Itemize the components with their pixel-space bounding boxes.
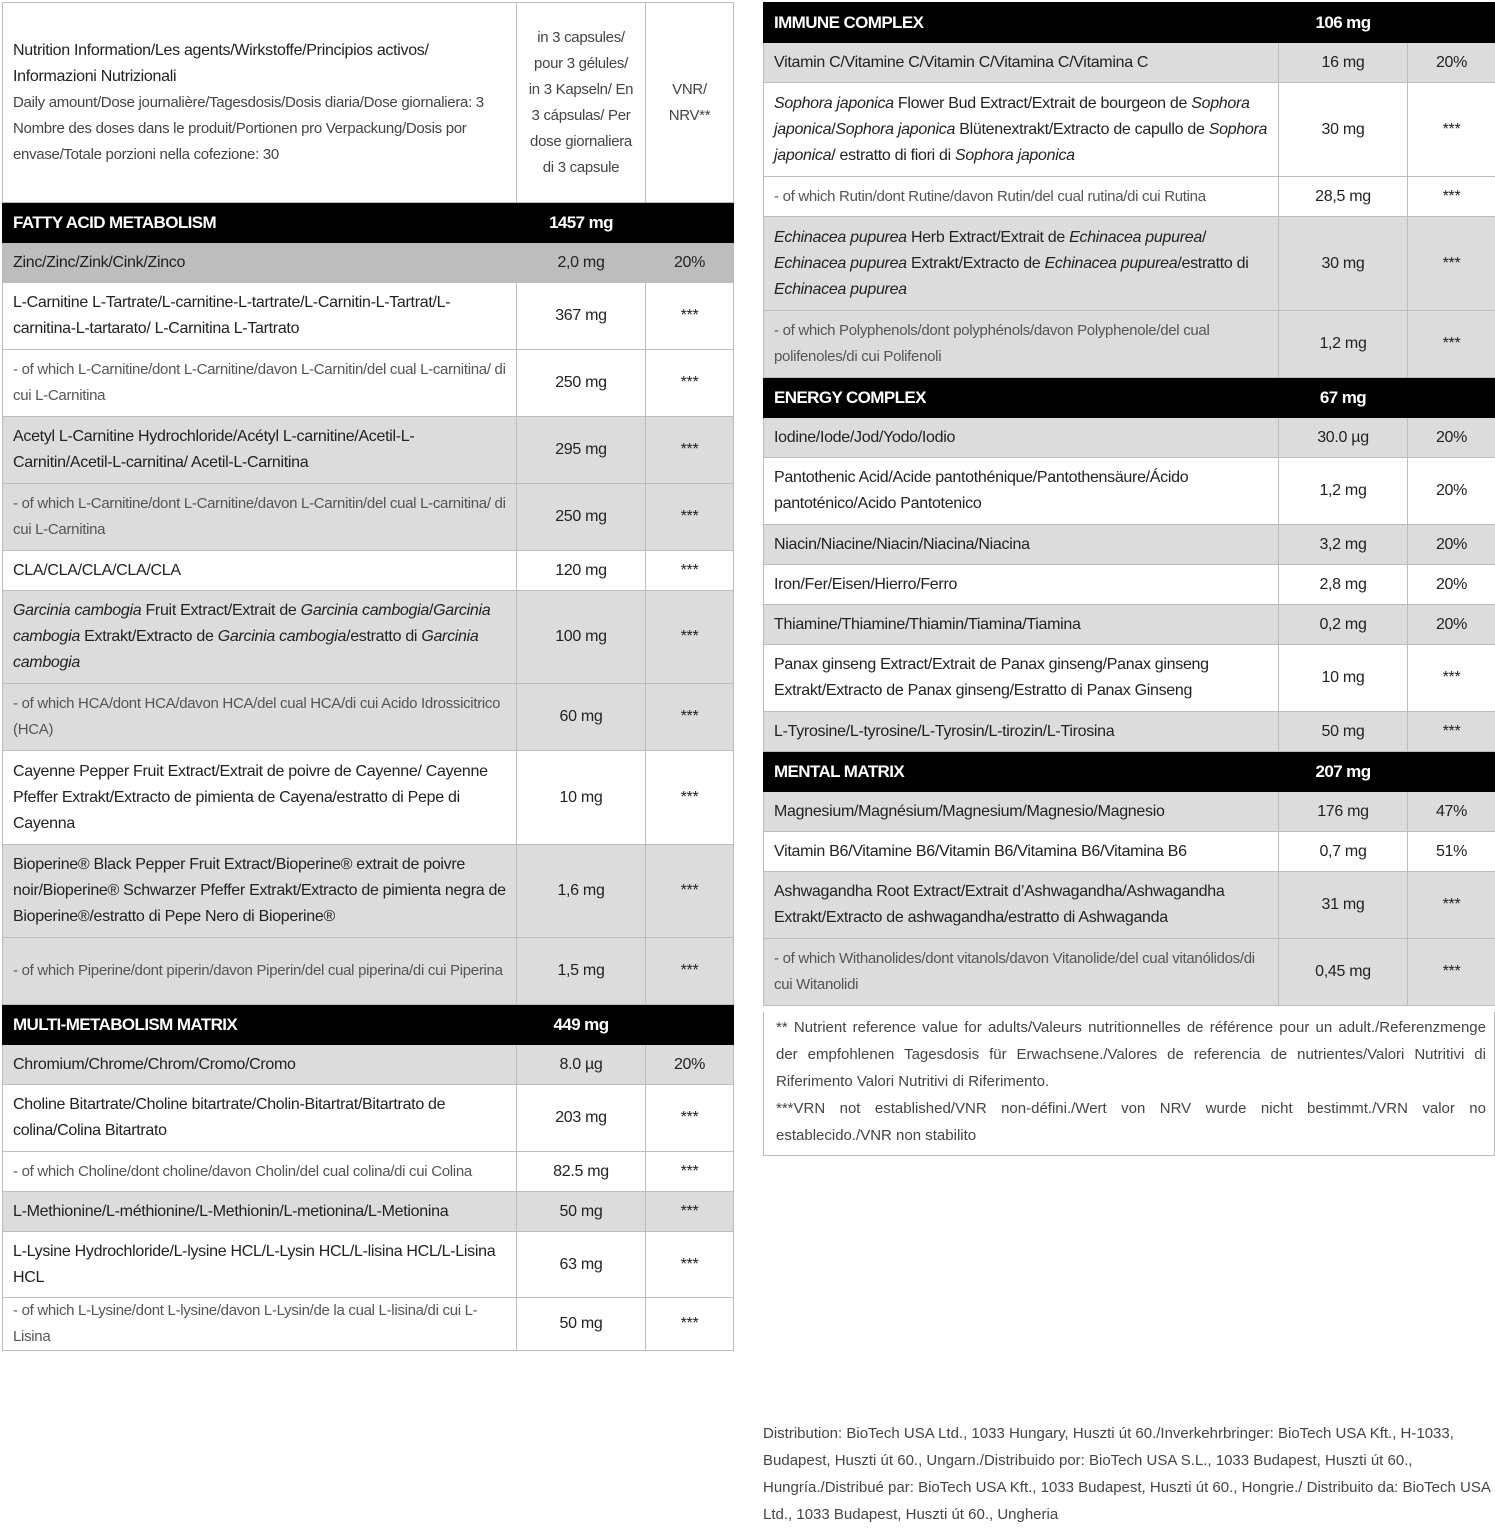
- vrn-footnote: ***VRN not established/VNR non-défini./Wert von NRV wurde nicht bestimmt./VRN valor no establecido./VNR non stabilito: [776, 1095, 1486, 1149]
- table-row: [764, 832, 1495, 872]
- table-row: [3, 591, 734, 684]
- row-name: CLA/CLA/CLA/CLA/CLA: [3, 551, 517, 591]
- section-header-multi-metabolism: [3, 1005, 734, 1045]
- row-amount: 50 mg: [1279, 712, 1408, 752]
- row-nrv: 20%: [1408, 43, 1495, 83]
- row-nrv: 47%: [1408, 792, 1495, 832]
- row-name: Bioperine® Black Pepper Fruit Extract/Bioperine® extrait de poivre noir/Bioperine® Schwarzer Pfeffer Extrakt/Extracto de pimienta negra de Bioperine®/estratto di Pepe Nero di Bioperine®: [3, 845, 517, 938]
- row-name: Magnesium/Magnésium/Magnesium/Magnesio/Magnesio: [764, 792, 1279, 832]
- row-nrv: ***: [646, 551, 734, 591]
- row-name: Chromium/Chrome/Chrom/Cromo/Cromo: [3, 1045, 517, 1085]
- table-row: [3, 684, 734, 751]
- row-name: Cayenne Pepper Fruit Extract/Extrait de poivre de Cayenne/ Cayenne Pfeffer Extrakt/Extracto de pimienta de Cayena/estratto di Pepe di Cayenna: [3, 751, 517, 845]
- row-amount: 0,45 mg: [1279, 939, 1408, 1006]
- table-row: [3, 1085, 734, 1152]
- table-row: [764, 712, 1495, 752]
- row-nrv: ***: [646, 1192, 734, 1232]
- row-amount: 63 mg: [517, 1232, 646, 1298]
- row-name: L-Carnitine L-Tartrate/L-carnitine-L-tartrate/L-Carnitin-L-Tartrat/L-carnitina-L-tartarato/ L-Carnitina L-Tartrato: [3, 283, 517, 350]
- table-row: [764, 792, 1495, 832]
- table-row: [3, 350, 734, 417]
- section-header-immune: [764, 3, 1495, 43]
- row-amount: 8.0 µg: [517, 1045, 646, 1085]
- row-amount: 2,8 mg: [1279, 565, 1408, 605]
- row-name: - of which L-Carnitine/dont L-Carnitine/davon L-Carnitin/del cual L-carnitina/ di cui L-Carnitina: [3, 350, 517, 417]
- row-nrv: 20%: [646, 243, 734, 283]
- row-nrv: ***: [646, 1298, 734, 1351]
- row-amount: 0,2 mg: [1279, 605, 1408, 645]
- row-amount: 120 mg: [517, 551, 646, 591]
- row-name: Zinc/Zinc/Zink/Cink/Zinco: [3, 243, 517, 283]
- table-row: [3, 751, 734, 845]
- section-header-fatty-acid: [3, 203, 734, 243]
- section-title: MENTAL MATRIX: [764, 752, 1279, 792]
- row-nrv: 20%: [646, 1045, 734, 1085]
- table-row: [764, 605, 1495, 645]
- table-row: [764, 217, 1495, 311]
- section-title: MULTI-METABOLISM MATRIX: [3, 1005, 517, 1045]
- table-header-row: [3, 3, 734, 203]
- nrv-footnote: ** Nutrient reference value for adults/Valeurs nutritionnelles de référence pour un adult./Referenzmenge der empfohlenen Tagesdosis für Erwachsene./Valores de referencia de nutrientes/Valori Nutritivi di Riferimento Valori Nutritivi di Riferimento.: [776, 1014, 1486, 1095]
- table-row: [764, 43, 1495, 83]
- table-row: [764, 418, 1495, 458]
- row-name: Niacin/Niacine/Niacin/Niacina/Niacina: [764, 525, 1279, 565]
- section-title: ENERGY COMPLEX: [764, 378, 1279, 418]
- section-amount: 207 mg: [1279, 752, 1408, 792]
- footnotes-box: [763, 1012, 1495, 1156]
- distribution-text: Distribution: BioTech USA Ltd., 1033 Hungary, Huszti út 60./Inverkehrbringer: BioTech USA Kft., H-1033, Budapest, Huszti út 60., Ungarn./Distribuido por: BioTech USA S.L., 1033 Budapest, Huszti út 60., Hungría./Distribué par: BioTech USA Kft., 1033 Budapest, Huszti út 60., Hongrie./ Distribuito da: BioTech USA Ltd., 1033 Budapest, Huszti út 60., Ungheria: [763, 1420, 1495, 1528]
- row-amount: 367 mg: [517, 283, 646, 350]
- row-name: Echinacea pupurea Herb Extract/Extrait de Echinacea pupurea/ Echinacea pupurea Extrakt/Extracto de Echinacea pupurea/estratto di Echinacea pupurea: [764, 217, 1279, 311]
- row-amount: 1,2 mg: [1279, 458, 1408, 525]
- row-nrv: ***: [1408, 872, 1495, 939]
- row-name: - of which Choline/dont choline/davon Cholin/del cual colina/di cui Colina: [3, 1152, 517, 1192]
- table-row: [764, 872, 1495, 939]
- row-amount: 100 mg: [517, 591, 646, 684]
- row-name: Ashwagandha Root Extract/Extrait d’Ashwagandha/Ashwagandha Extrakt/Extracto de ashwagandha/estratto di Ashwaganda: [764, 872, 1279, 939]
- row-amount: 10 mg: [1279, 645, 1408, 712]
- row-nrv: 20%: [1408, 525, 1495, 565]
- table-row: [3, 1232, 734, 1298]
- section-title: IMMUNE COMPLEX: [764, 3, 1279, 43]
- header-title-line1: Nutrition Information/Les agents/Wirkstoffe/Principios activos/: [13, 38, 506, 64]
- row-name: - of which HCA/dont HCA/davon HCA/del cual HCA/di cui Acido Idrossicitrico (HCA): [3, 684, 517, 751]
- row-amount: 16 mg: [1279, 43, 1408, 83]
- header-nrv-column: VNR/ NRV**: [646, 3, 734, 203]
- row-nrv: ***: [646, 1152, 734, 1192]
- row-nrv: ***: [1408, 177, 1495, 217]
- row-name: Thiamine/Thiamine/Thiamin/Tiamina/Tiamina: [764, 605, 1279, 645]
- table-row: [764, 645, 1495, 712]
- row-amount: 82.5 mg: [517, 1152, 646, 1192]
- header-cell: [3, 3, 517, 203]
- table-row: [764, 939, 1495, 1006]
- table-row: [3, 1192, 734, 1232]
- section-title: FATTY ACID METABOLISM: [3, 203, 517, 243]
- row-name: Garcinia cambogia Fruit Extract/Extrait de Garcinia cambogia/Garcinia cambogia Extrakt/Extracto de Garcinia cambogia/estratto di Garcinia cambogia: [3, 591, 517, 684]
- row-amount: 60 mg: [517, 684, 646, 751]
- row-name: Iodine/Iode/Jod/Yodo/Iodio: [764, 418, 1279, 458]
- header-servings: Nombre des doses dans le produit/Portionen pro Verpackung/Dosis por envase/Totale porzioni nella cofezione: 30: [13, 116, 506, 168]
- table-row: [3, 283, 734, 350]
- row-name: Acetyl L-Carnitine Hydrochloride/Acétyl L-carnitine/Acetil-L-Carnitin/Acetil-L-carnitina/ Acetil-L-Carnitina: [3, 417, 517, 484]
- table-row: [764, 525, 1495, 565]
- row-nrv: ***: [646, 591, 734, 684]
- row-nrv: ***: [646, 484, 734, 551]
- row-amount: 1,6 mg: [517, 845, 646, 938]
- right-nutrition-table: [763, 2, 1495, 1006]
- row-name: - of which L-Carnitine/dont L-Carnitine/davon L-Carnitin/del cual L-carnitina/ di cui L-Carnitina: [3, 484, 517, 551]
- row-nrv: ***: [1408, 939, 1495, 1006]
- row-amount: 0,7 mg: [1279, 832, 1408, 872]
- row-name: - of which Piperine/dont piperin/davon Piperin/del cual piperina/di cui Piperina: [3, 938, 517, 1005]
- row-name: Vitamin B6/Vitamine B6/Vitamin B6/Vitamina B6/Vitamina B6: [764, 832, 1279, 872]
- header-daily-amount: Daily amount/Dose journalière/Tagesdosis/Dosis diaria/Dose giornaliera: 3: [13, 90, 506, 116]
- table-row: [764, 177, 1495, 217]
- row-name: L-Tyrosine/L-tyrosine/L-Tyrosin/L-tirozin/L-Tirosina: [764, 712, 1279, 752]
- table-row: [3, 551, 734, 591]
- table-row: [764, 83, 1495, 177]
- table-row: [3, 1152, 734, 1192]
- header-title-line2: Informazioni Nutrizionali: [13, 64, 506, 90]
- row-amount: 1,2 mg: [1279, 311, 1408, 378]
- row-nrv: ***: [1408, 83, 1495, 177]
- row-nrv: ***: [646, 350, 734, 417]
- section-amount: 67 mg: [1279, 378, 1408, 418]
- table-row: [3, 243, 734, 283]
- row-amount: 30 mg: [1279, 217, 1408, 311]
- row-nrv: 51%: [1408, 832, 1495, 872]
- table-row: [3, 938, 734, 1005]
- table-row: [3, 484, 734, 551]
- row-amount: 28,5 mg: [1279, 177, 1408, 217]
- row-name: - of which Withanolides/dont vitanols/davon Vitanolide/del cual vitanólidos/di cui Witanolidi: [764, 939, 1279, 1006]
- table-row: [764, 458, 1495, 525]
- row-amount: 295 mg: [517, 417, 646, 484]
- row-amount: 2,0 mg: [517, 243, 646, 283]
- row-amount: 31 mg: [1279, 872, 1408, 939]
- row-nrv: ***: [1408, 712, 1495, 752]
- row-nrv: 20%: [1408, 605, 1495, 645]
- row-nrv: ***: [646, 751, 734, 845]
- section-amount: 106 mg: [1279, 3, 1408, 43]
- row-amount: 10 mg: [517, 751, 646, 845]
- row-nrv: ***: [1408, 217, 1495, 311]
- row-nrv: ***: [646, 938, 734, 1005]
- row-name: - of which Rutin/dont Rutine/davon Rutin/del cual rutina/di cui Rutina: [764, 177, 1279, 217]
- row-name: - of which L-Lysine/dont L-lysine/davon L-Lysin/de la cual L-lisina/di cui L-Lisina: [3, 1298, 517, 1351]
- section-amount: 449 mg: [517, 1005, 646, 1045]
- row-amount: 176 mg: [1279, 792, 1408, 832]
- row-nrv: ***: [646, 845, 734, 938]
- row-nrv: 20%: [1408, 458, 1495, 525]
- row-nrv: ***: [1408, 645, 1495, 712]
- row-nrv: ***: [646, 1085, 734, 1152]
- row-amount: 203 mg: [517, 1085, 646, 1152]
- row-nrv: ***: [646, 283, 734, 350]
- row-name: Pantothenic Acid/Acide pantothénique/Pantothensäure/Ácido pantoténico/Acido Pantotenico: [764, 458, 1279, 525]
- row-amount: 250 mg: [517, 350, 646, 417]
- table-row: [764, 311, 1495, 378]
- section-header-energy: [764, 378, 1495, 418]
- row-amount: 50 mg: [517, 1298, 646, 1351]
- row-amount: 50 mg: [517, 1192, 646, 1232]
- row-name: L-Methionine/L-méthionine/L-Methionin/L-metionina/L-Metionina: [3, 1192, 517, 1232]
- table-row: [3, 845, 734, 938]
- table-row: [3, 1298, 734, 1351]
- row-name: Vitamin C/Vitamine C/Vitamin C/Vitamina C/Vitamina C: [764, 43, 1279, 83]
- row-name: Choline Bitartrate/Choline bitartrate/Cholin-Bitartrat/Bitartrato de colina/Colina Bitartrato: [3, 1085, 517, 1152]
- row-nrv: ***: [646, 417, 734, 484]
- section-amount: 1457 mg: [517, 203, 646, 243]
- row-amount: 30.0 µg: [1279, 418, 1408, 458]
- row-amount: 3,2 mg: [1279, 525, 1408, 565]
- row-nrv: 20%: [1408, 565, 1495, 605]
- table-row: [764, 565, 1495, 605]
- section-header-mental: [764, 752, 1495, 792]
- row-nrv: ***: [646, 684, 734, 751]
- row-nrv: ***: [1408, 311, 1495, 378]
- row-name: Panax ginseng Extract/Extrait de Panax ginseng/Panax ginseng Extrakt/Extracto de Panax ginseng/Estratto di Panax Ginseng: [764, 645, 1279, 712]
- row-amount: 30 mg: [1279, 83, 1408, 177]
- row-name: Iron/Fer/Eisen/Hierro/Ferro: [764, 565, 1279, 605]
- row-name: Sophora japonica Flower Bud Extract/Extrait de bourgeon de Sophora japonica/Sophora japonica Blütenextrakt/Extracto de capullo de Sophora japonica/ estratto di fiori di Sophora japonica: [764, 83, 1279, 177]
- row-amount: 1,5 mg: [517, 938, 646, 1005]
- row-name: - of which Polyphenols/dont polyphénols/davon Polyphenole/del cual polifenoles/di cui Polifenoli: [764, 311, 1279, 378]
- row-name: L-Lysine Hydrochloride/L-lysine HCL/L-Lysin HCL/L-lisina HCL/L-Lisina HCL: [3, 1232, 517, 1298]
- left-nutrition-table: [2, 2, 734, 1351]
- row-nrv: ***: [646, 1232, 734, 1298]
- table-row: [3, 1045, 734, 1085]
- row-amount: 250 mg: [517, 484, 646, 551]
- table-row: [3, 417, 734, 484]
- row-nrv: 20%: [1408, 418, 1495, 458]
- header-amount-column: in 3 capsules/ pour 3 gélules/ in 3 Kapseln/ En 3 cápsulas/ Per dose giornaliera di 3 capsule: [517, 3, 646, 203]
